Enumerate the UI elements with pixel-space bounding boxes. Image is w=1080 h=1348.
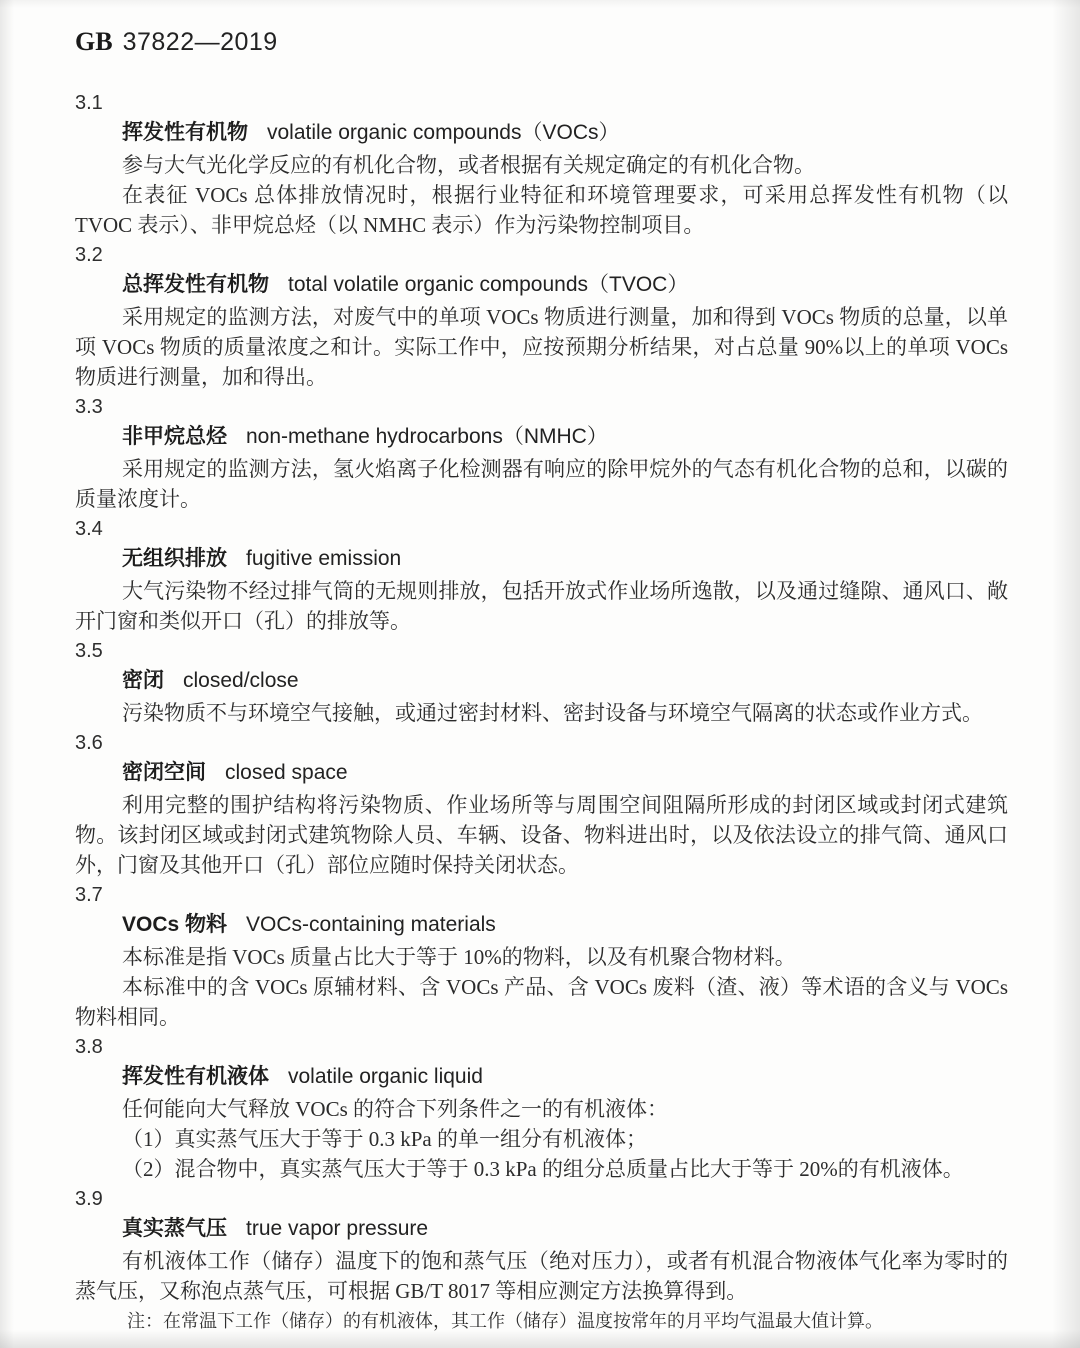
section-number: 3.3	[75, 396, 103, 418]
term-zh: 挥发性有机液体	[122, 1065, 269, 1088]
term-zh: 真实蒸气压	[122, 1217, 227, 1240]
section-number: 3.9	[75, 1188, 103, 1210]
term-heading	[75, 422, 1008, 454]
term-en: fugitive emission	[246, 547, 402, 570]
term-en: volatile organic compounds（VOCs）	[267, 121, 620, 144]
term-zh: 非甲烷总烃	[122, 425, 227, 448]
section-number: 3.4	[75, 518, 103, 540]
term-heading	[75, 1214, 1008, 1246]
term-en: non-methane hydrocarbons（NMHC）	[246, 425, 608, 448]
section-3-5	[75, 636, 1008, 728]
term-heading	[75, 758, 1008, 790]
section-3-4	[75, 514, 1008, 636]
section-3-3	[75, 392, 1008, 514]
term-en: total volatile organic compounds（TVOC）	[288, 273, 689, 296]
section-3-8	[75, 1032, 1008, 1184]
note-paragraph: 注：在常温下工作（储存）的有机液体，其工作（储存）温度按常年的月平均气温最大值计算。	[127, 1311, 883, 1331]
condition-item-2: （2）混合物中，真实蒸气压大于等于 0.3 kPa 的组分总质量占比大于等于 20%的有机液体。	[122, 1157, 964, 1181]
term-zh: 密闭	[122, 669, 164, 692]
section-3-2	[75, 240, 1008, 392]
term-heading	[75, 544, 1008, 576]
condition-item-1: （1）真实蒸气压大于等于 0.3 kPa 的单一组分有机液体；	[122, 1127, 647, 1151]
doc-number	[75, 26, 1008, 62]
term-en: closed space	[225, 761, 348, 784]
definition-paragraph: 本标准是指 VOCs 质量占比大于等于 10%的物料，以及有机聚合物材料。	[122, 945, 796, 969]
definition-paragraph: 参与大气光化学反应的有机化合物，或者根据有关规定确定的有机化合物。	[122, 153, 815, 177]
section-number: 3.2	[75, 244, 103, 266]
term-en: closed/close	[183, 669, 299, 692]
definition-paragraph: 污染物质不与环境空气接触，或通过密封材料、密封设备与环境空气隔离的状态或作业方式。	[122, 701, 983, 725]
section-number: 3.8	[75, 1036, 103, 1058]
definition-paragraph: 有机液体工作（储存）温度下的饱和蒸气压（绝对压力），或者有机混合物液体气化率为零时的蒸气压，又称泡点蒸气压，可根据 GB/T 8017 等相应测定方法换算得到。	[75, 1249, 1008, 1303]
definition-paragraph: 在表征 VOCs 总体排放情况时，根据行业特征和环境管理要求，可采用总挥发性有机物（以 TVOC 表示）、非甲烷总烃（以 NMHC 表示）作为污染物控制项目。	[75, 183, 1008, 237]
term-zh: 无组织排放	[122, 547, 227, 570]
definition-paragraph: 本标准中的含 VOCs 原辅材料、含 VOCs 产品、含 VOCs 废料（渣、液）等术语的含义与 VOCs 物料相同。	[75, 975, 1008, 1029]
definition-paragraph: 任何能向大气释放 VOCs 的符合下列条件之一的有机液体：	[122, 1097, 669, 1121]
definition-paragraph: 利用完整的围护结构将污染物质、作业场所等与周围空间阻隔所形成的封闭区域或封闭式建筑物。该封闭区域或封闭式建筑物除人员、车辆、设备、物料进出时，以及依法设立的排气筒、通风口外，门窗及其他开口（孔）部位应随时保持关闭状态。	[75, 793, 1008, 877]
term-zh: 挥发性有机物	[122, 121, 248, 144]
section-number: 3.6	[75, 732, 103, 754]
term-zh: 密闭空间	[122, 761, 206, 784]
term-zh: 总挥发性有机物	[122, 273, 269, 296]
doc-number-code: 37822—2019	[122, 28, 278, 56]
section-number: 3.5	[75, 640, 103, 662]
definition-paragraph: 采用规定的监测方法，对废气中的单项 VOCs 物质进行测量，加和得到 VOCs 物质的总量，以单项 VOCs 物质的质量浓度之和计。实际工作中，应按预期分析结果，对占总量 90%以上的单项 VOCs 物质进行测量，加和得出。	[75, 305, 1008, 389]
section-3-9	[75, 1184, 1008, 1336]
section-3-1	[75, 88, 1008, 240]
term-en: VOCs-containing materials	[246, 913, 496, 936]
term-heading	[75, 270, 1008, 302]
section-number: 3.7	[75, 884, 103, 906]
section-3-6	[75, 728, 1008, 880]
term-heading	[75, 1062, 1008, 1094]
section-3-7	[75, 880, 1008, 1032]
doc-number-label: GB	[75, 27, 113, 56]
term-en: true vapor pressure	[246, 1217, 429, 1240]
term-heading	[75, 118, 1008, 150]
definition-paragraph: 采用规定的监测方法，氢火焰离子化检测器有响应的除甲烷外的气态有机化合物的总和，以碳的质量浓度计。	[75, 457, 1008, 511]
section-number: 3.1	[75, 92, 103, 114]
term-heading	[75, 666, 1008, 698]
term-heading	[75, 910, 1008, 942]
term-zh: VOCs 物料	[122, 913, 228, 936]
term-en: volatile organic liquid	[288, 1065, 483, 1088]
definition-paragraph: 大气污染物不经过排气筒的无规则排放，包括开放式作业场所逸散，以及通过缝隙、通风口、敞开门窗和类似开口（孔）的排放等。	[75, 579, 1008, 633]
